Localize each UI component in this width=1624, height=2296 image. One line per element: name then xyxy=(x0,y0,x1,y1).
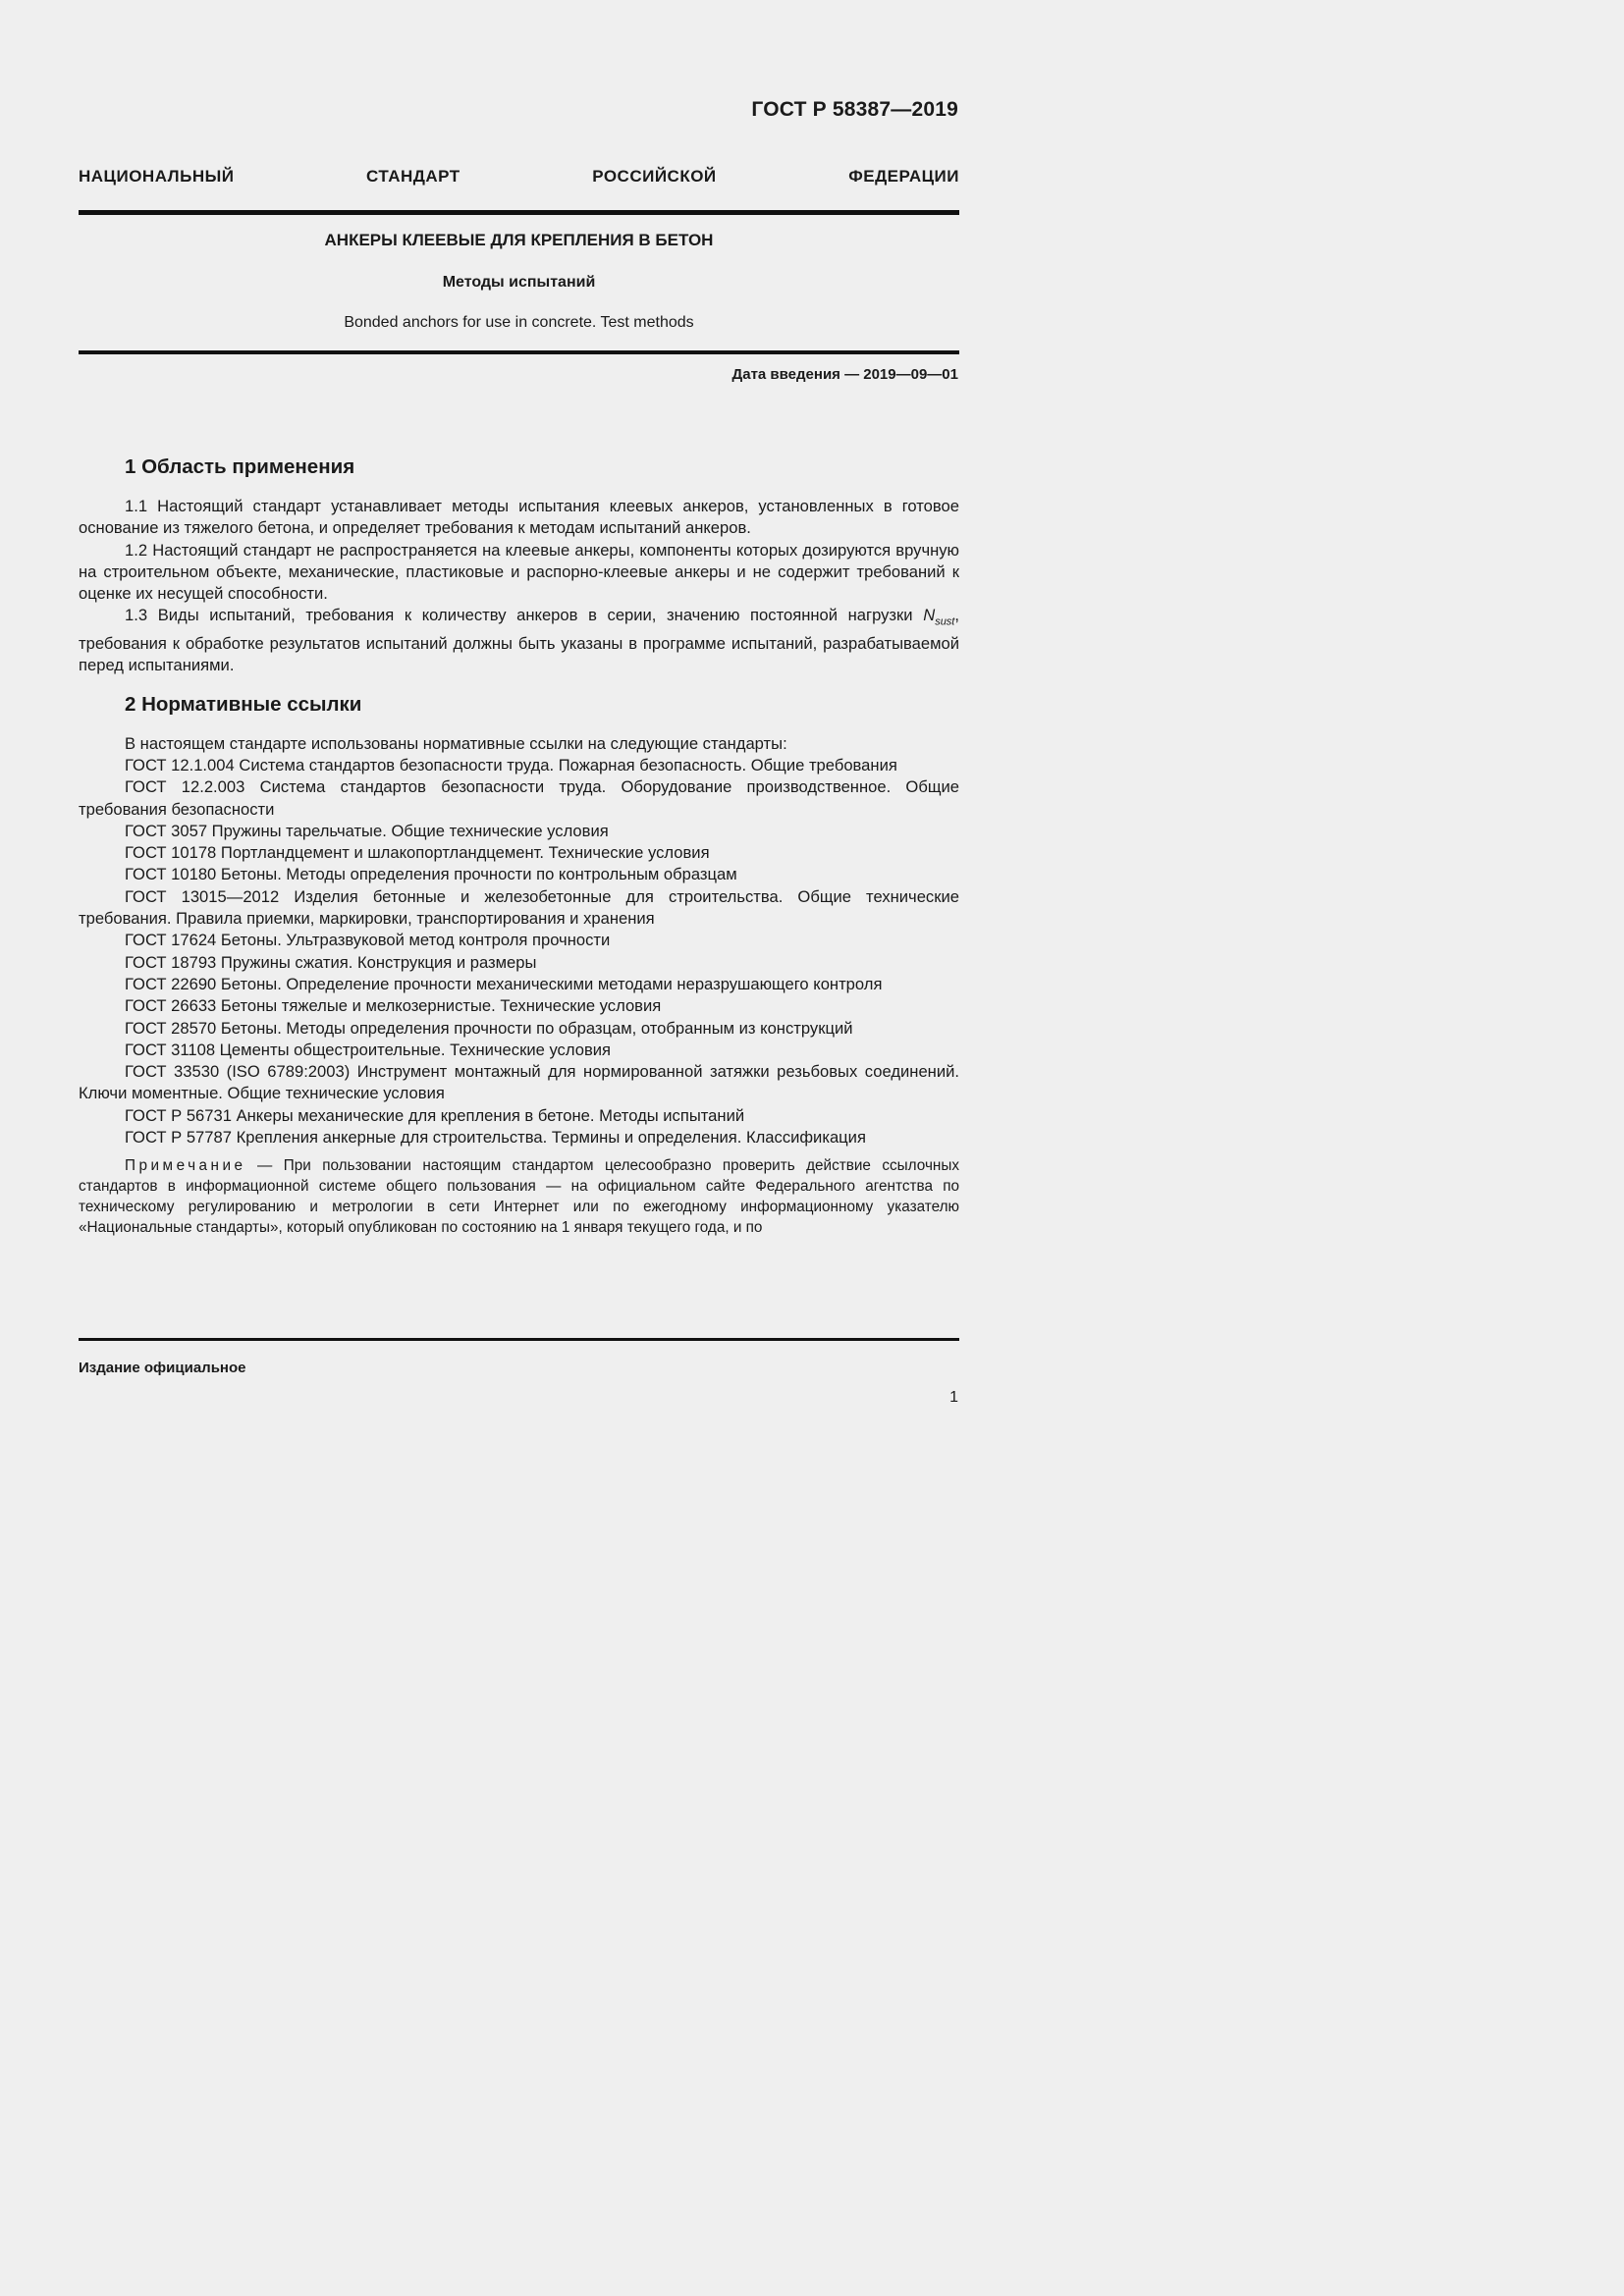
paragraph-1-3 xyxy=(79,605,959,676)
reference-item: ГОСТ 22690 Бетоны. Определение прочности механическими методами неразрушающего контроля xyxy=(125,974,883,993)
reference-item: ГОСТ Р 56731 Анкеры механические для крепления в бетоне. Методы испытаний xyxy=(125,1105,745,1125)
official-edition-label: Издание официальное xyxy=(79,1360,246,1376)
reference-item: ГОСТ 31108 Цементы общестроительные. Технические условия xyxy=(125,1040,612,1059)
note-paragraph xyxy=(79,1155,959,1238)
top-rule xyxy=(79,210,959,215)
document-body xyxy=(79,454,959,1238)
reference-item: ГОСТ 12.1.004 Система стандартов безопасности труда. Пожарная безопасность. Общие требования xyxy=(125,755,897,774)
document-page xyxy=(0,0,1089,1539)
section-2-heading: 2 Нормативные ссылки xyxy=(125,692,362,716)
english-title: Bonded anchors for use in concrete. Test methods xyxy=(344,314,694,331)
n-variable-subscript: sust xyxy=(935,615,955,628)
reference-item: ГОСТ 28570 Бетоны. Методы определения прочности по образцам, отобранным из конструкций xyxy=(125,1018,853,1038)
note-label: Примечание xyxy=(125,1157,246,1175)
reference-item: ГОСТ 12.2.003 Система стандартов безопасности труда. Оборудование производственное. Общие требования безопасности xyxy=(79,777,959,819)
document-title: АНКЕРЫ КЛЕЕВЫЕ ДЛЯ КРЕПЛЕНИЯ В БЕТОН xyxy=(324,231,714,249)
reference-item: ГОСТ Р 57787 Крепления анкерные для строительства. Термины и определения. Классификация xyxy=(125,1128,866,1148)
page-number: 1 xyxy=(949,1389,958,1406)
section-1-heading: 1 Область применения xyxy=(125,455,355,478)
references-intro: В настоящем стандарте использованы нормативные ссылки на следующие стандарты: xyxy=(125,733,787,753)
note-text: — При пользовании настоящим стандартом целесообразно проверить действие ссылочных стандартов в информационной системе общего пользования — на официальном сайте Федерального агентства по техническому регулированию и метрологии в сети Интернет или по ежегодному информационному указателю «Национальные стандарты», который опубликован по состоянию на 1 января текущего года, и по xyxy=(79,1157,959,1237)
document-subtitle: Методы испытаний xyxy=(442,274,596,291)
reference-item: ГОСТ 13015—2012 Изделия бетонные и железобетонные для строительства. Общие технические требования. Правила приемки, маркировки, транспортирования и хранения xyxy=(79,886,959,929)
paragraph-1-3-end: , требования к обработке результатов испытаний должны быть указаны в программе испытаний, разрабатываемой перед испытаниями. xyxy=(79,606,959,675)
footer-rule xyxy=(79,1338,959,1341)
introduction-date: Дата введения — 2019—09—01 xyxy=(731,366,958,383)
document-code: ГОСТ Р 58387—2019 xyxy=(751,98,958,121)
paragraph-1-1: 1.1 Настоящий стандарт устанавливает методы испытания клеевых анкеров, установленных в готовое основание из тяжелого бетона, и определяет требования к методам испытаний анкеров. xyxy=(79,497,959,538)
reference-item: ГОСТ 10180 Бетоны. Методы определения прочности по контрольным образцам xyxy=(125,865,737,884)
reference-item: ГОСТ 3057 Пружины тарельчатые. Общие технические условия xyxy=(125,821,609,840)
n-sust-variable xyxy=(923,606,955,628)
n-variable-symbol: N xyxy=(923,606,936,625)
standard-type-title: НАЦИОНАЛЬНЫЙ СТАНДАРТ РОССИЙСКОЙ ФЕДЕРАЦИИ xyxy=(79,167,959,186)
title-rule xyxy=(79,350,959,354)
reference-item: ГОСТ 10178 Портландцемент и шлакопортландцемент. Технические условия xyxy=(125,843,710,863)
reference-item: ГОСТ 18793 Пружины сжатия. Конструкция и размеры xyxy=(125,952,537,972)
paragraph-1-3-start: 1.3 Виды испытаний, требования к количеству анкеров в серии, значению постоянной нагрузки xyxy=(125,606,924,625)
reference-item: ГОСТ 17624 Бетоны. Ультразвуковой метод контроля прочности xyxy=(125,931,611,950)
reference-item: ГОСТ 33530 (ISO 6789:2003) Инструмент монтажный для нормированной затяжки резьбовых соединений. Ключи моментные. Общие технические условия xyxy=(79,1062,959,1103)
reference-item: ГОСТ 26633 Бетоны тяжелые и мелкозернистые. Технические условия xyxy=(125,996,662,1016)
paragraph-1-2: 1.2 Настоящий стандарт не распространяется на клеевые анкеры, компоненты которых дозируются вручную на строительном объекте, механические, пластиковые и распорно-клеевые анкеры и не содержит требований к оценке их несущей способности. xyxy=(79,540,959,604)
